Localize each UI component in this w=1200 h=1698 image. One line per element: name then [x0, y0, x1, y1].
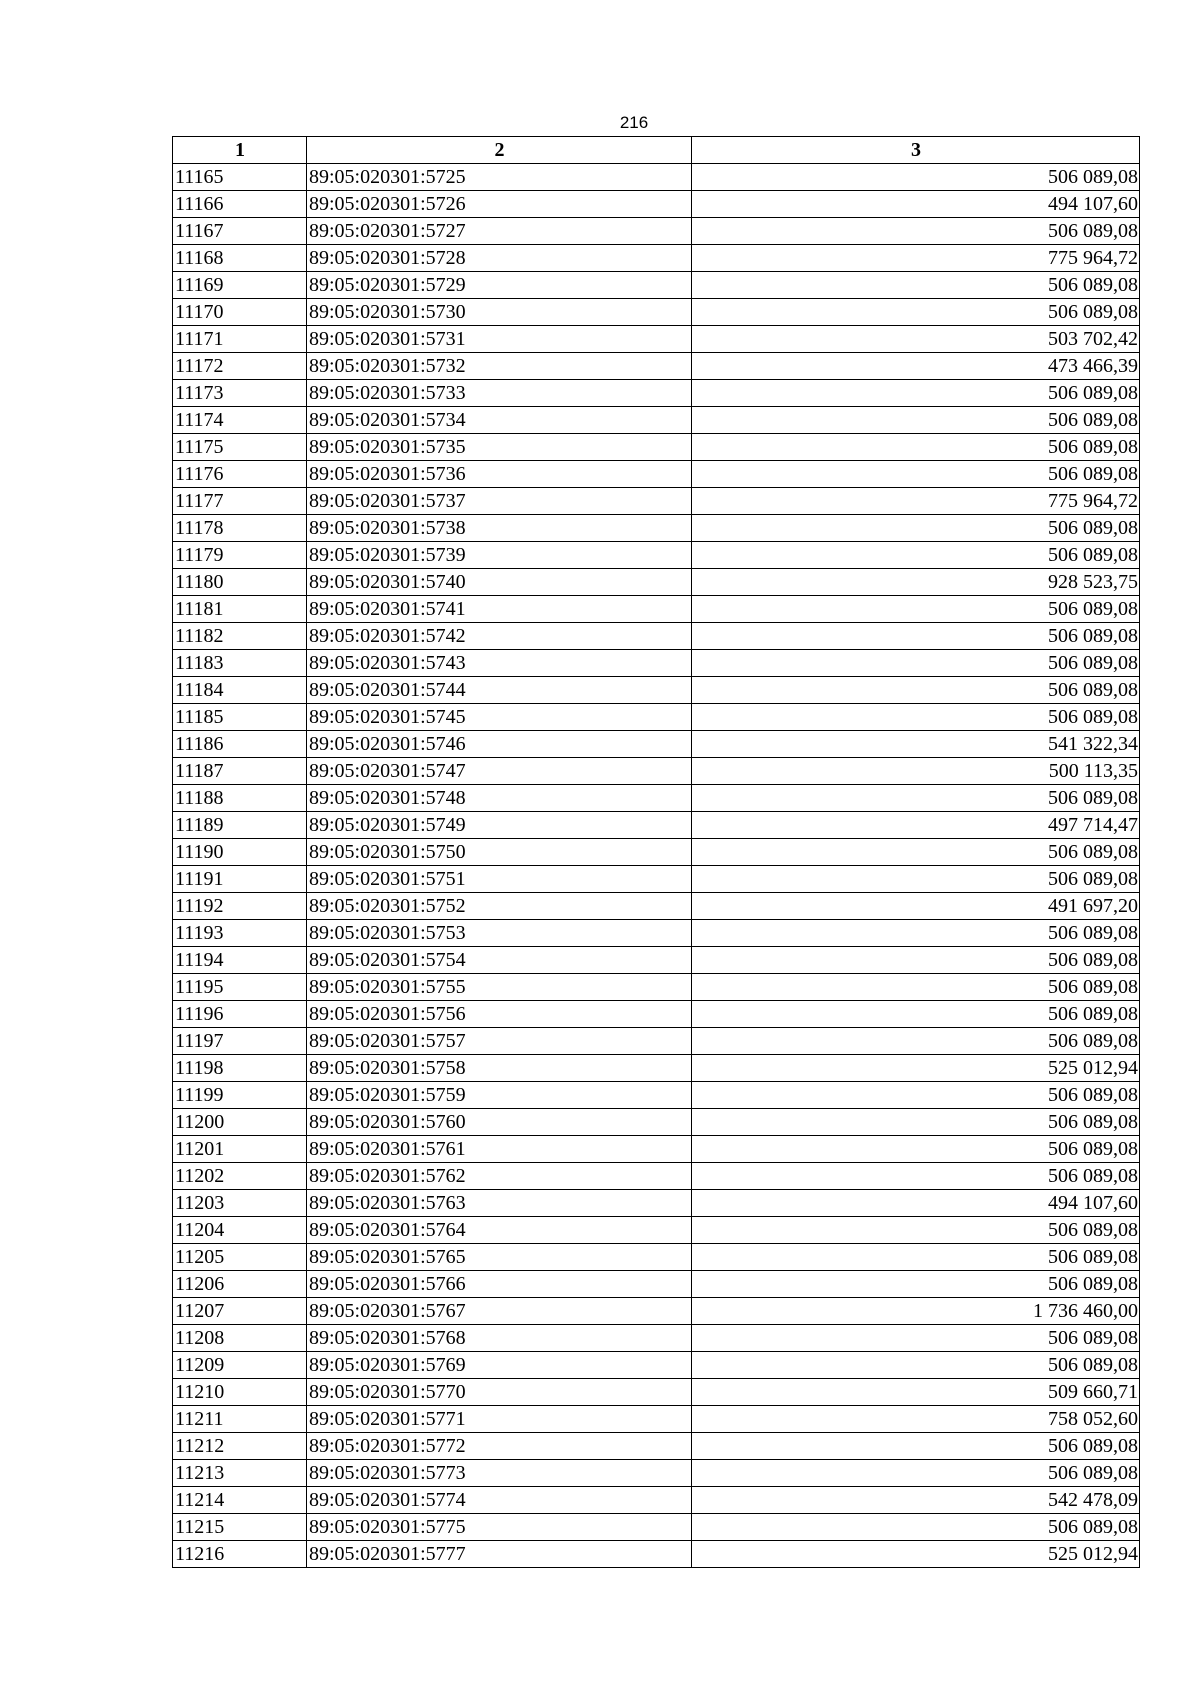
value-cell: 506 089,08 [692, 1109, 1140, 1136]
value-cell: 928 523,75 [692, 569, 1140, 596]
cadastral-number-cell: 89:05:020301:5753 [307, 920, 692, 947]
table-row [173, 893, 1140, 920]
row-number-cell: 11194 [173, 947, 307, 974]
row-number-cell: 11175 [173, 434, 307, 461]
cadastral-number-cell: 89:05:020301:5771 [307, 1406, 692, 1433]
cadastral-number-cell: 89:05:020301:5767 [307, 1298, 692, 1325]
table-row [173, 1541, 1140, 1568]
row-number-cell: 11209 [173, 1352, 307, 1379]
table-row [173, 461, 1140, 488]
cadastral-number-cell: 89:05:020301:5726 [307, 191, 692, 218]
value-cell: 506 089,08 [692, 785, 1140, 812]
cadastral-number-cell: 89:05:020301:5775 [307, 1514, 692, 1541]
table-row [173, 1001, 1140, 1028]
cadastral-number-cell: 89:05:020301:5747 [307, 758, 692, 785]
row-number-cell: 11203 [173, 1190, 307, 1217]
row-number-cell: 11188 [173, 785, 307, 812]
value-cell: 506 089,08 [692, 461, 1140, 488]
table-row [173, 218, 1140, 245]
cadastral-number-cell: 89:05:020301:5754 [307, 947, 692, 974]
value-cell: 775 964,72 [692, 488, 1140, 515]
row-number-cell: 11166 [173, 191, 307, 218]
cadastral-number-cell: 89:05:020301:5768 [307, 1325, 692, 1352]
value-cell: 506 089,08 [692, 1325, 1140, 1352]
table-row [173, 596, 1140, 623]
table-row [173, 488, 1140, 515]
table-row [173, 1406, 1140, 1433]
row-number-cell: 11196 [173, 1001, 307, 1028]
row-number-cell: 11183 [173, 650, 307, 677]
table-row [173, 1217, 1140, 1244]
table-row [173, 812, 1140, 839]
row-number-cell: 11182 [173, 623, 307, 650]
cadastral-number-cell: 89:05:020301:5746 [307, 731, 692, 758]
row-number-cell: 11173 [173, 380, 307, 407]
table-row [173, 920, 1140, 947]
value-cell: 506 089,08 [692, 407, 1140, 434]
value-cell: 506 089,08 [692, 542, 1140, 569]
value-cell: 506 089,08 [692, 866, 1140, 893]
table-row [173, 1190, 1140, 1217]
cadastral-number-cell: 89:05:020301:5734 [307, 407, 692, 434]
table-row [173, 677, 1140, 704]
value-cell: 506 089,08 [692, 1136, 1140, 1163]
row-number-cell: 11185 [173, 704, 307, 731]
row-number-cell: 11189 [173, 812, 307, 839]
cadastral-number-cell: 89:05:020301:5751 [307, 866, 692, 893]
value-cell: 503 702,42 [692, 326, 1140, 353]
value-cell: 506 089,08 [692, 299, 1140, 326]
cadastral-number-cell: 89:05:020301:5736 [307, 461, 692, 488]
table-row [173, 623, 1140, 650]
row-number-cell: 11204 [173, 1217, 307, 1244]
value-cell: 506 089,08 [692, 650, 1140, 677]
table-body [173, 164, 1140, 1568]
table-row [173, 839, 1140, 866]
cadastral-number-cell: 89:05:020301:5769 [307, 1352, 692, 1379]
row-number-cell: 11165 [173, 164, 307, 191]
row-number-cell: 11197 [173, 1028, 307, 1055]
row-number-cell: 11187 [173, 758, 307, 785]
value-cell: 497 714,47 [692, 812, 1140, 839]
row-number-cell: 11179 [173, 542, 307, 569]
value-cell: 506 089,08 [692, 272, 1140, 299]
cadastral-number-cell: 89:05:020301:5752 [307, 893, 692, 920]
value-cell: 506 089,08 [692, 1433, 1140, 1460]
table-row [173, 299, 1140, 326]
cadastral-number-cell: 89:05:020301:5735 [307, 434, 692, 461]
value-cell: 491 697,20 [692, 893, 1140, 920]
value-cell: 473 466,39 [692, 353, 1140, 380]
value-cell: 542 478,09 [692, 1487, 1140, 1514]
column-header-2: 2 [307, 137, 692, 164]
data-table [172, 136, 1140, 1568]
table-row [173, 569, 1140, 596]
cadastral-number-cell: 89:05:020301:5739 [307, 542, 692, 569]
table-row [173, 650, 1140, 677]
row-number-cell: 11167 [173, 218, 307, 245]
table-row [173, 785, 1140, 812]
cadastral-number-cell: 89:05:020301:5760 [307, 1109, 692, 1136]
cadastral-number-cell: 89:05:020301:5741 [307, 596, 692, 623]
table-row [173, 1460, 1140, 1487]
cadastral-number-cell: 89:05:020301:5745 [307, 704, 692, 731]
cadastral-number-cell: 89:05:020301:5759 [307, 1082, 692, 1109]
row-number-cell: 11207 [173, 1298, 307, 1325]
row-number-cell: 11168 [173, 245, 307, 272]
value-cell: 506 089,08 [692, 1352, 1140, 1379]
table-row [173, 515, 1140, 542]
table-row [173, 164, 1140, 191]
table-row [173, 542, 1140, 569]
table-row [173, 1028, 1140, 1055]
row-number-cell: 11199 [173, 1082, 307, 1109]
row-number-cell: 11178 [173, 515, 307, 542]
row-number-cell: 11198 [173, 1055, 307, 1082]
value-cell: 506 089,08 [692, 974, 1140, 1001]
cadastral-number-cell: 89:05:020301:5773 [307, 1460, 692, 1487]
data-table-container [172, 136, 1139, 1568]
cadastral-number-cell: 89:05:020301:5758 [307, 1055, 692, 1082]
table-header [173, 137, 1140, 164]
cadastral-number-cell: 89:05:020301:5756 [307, 1001, 692, 1028]
table-row [173, 974, 1140, 1001]
cadastral-number-cell: 89:05:020301:5774 [307, 1487, 692, 1514]
table-row [173, 191, 1140, 218]
value-cell: 758 052,60 [692, 1406, 1140, 1433]
cadastral-number-cell: 89:05:020301:5744 [307, 677, 692, 704]
cadastral-number-cell: 89:05:020301:5748 [307, 785, 692, 812]
row-number-cell: 11181 [173, 596, 307, 623]
row-number-cell: 11215 [173, 1514, 307, 1541]
cadastral-number-cell: 89:05:020301:5743 [307, 650, 692, 677]
value-cell: 506 089,08 [692, 515, 1140, 542]
value-cell: 506 089,08 [692, 947, 1140, 974]
value-cell: 506 089,08 [692, 623, 1140, 650]
cadastral-number-cell: 89:05:020301:5728 [307, 245, 692, 272]
value-cell: 500 113,35 [692, 758, 1140, 785]
value-cell: 506 089,08 [692, 839, 1140, 866]
row-number-cell: 11190 [173, 839, 307, 866]
row-number-cell: 11216 [173, 1541, 307, 1568]
table-row [173, 1082, 1140, 1109]
cadastral-number-cell: 89:05:020301:5750 [307, 839, 692, 866]
row-number-cell: 11210 [173, 1379, 307, 1406]
table-row [173, 1298, 1140, 1325]
cadastral-number-cell: 89:05:020301:5727 [307, 218, 692, 245]
cadastral-number-cell: 89:05:020301:5770 [307, 1379, 692, 1406]
table-row [173, 245, 1140, 272]
value-cell: 494 107,60 [692, 191, 1140, 218]
table-row [173, 758, 1140, 785]
row-number-cell: 11214 [173, 1487, 307, 1514]
table-row [173, 326, 1140, 353]
cadastral-number-cell: 89:05:020301:5725 [307, 164, 692, 191]
table-row [173, 1325, 1140, 1352]
table-row [173, 1352, 1140, 1379]
value-cell: 506 089,08 [692, 1244, 1140, 1271]
cadastral-number-cell: 89:05:020301:5737 [307, 488, 692, 515]
row-number-cell: 11177 [173, 488, 307, 515]
cadastral-number-cell: 89:05:020301:5755 [307, 974, 692, 1001]
row-number-cell: 11184 [173, 677, 307, 704]
row-number-cell: 11193 [173, 920, 307, 947]
row-number-cell: 11205 [173, 1244, 307, 1271]
column-header-1: 1 [173, 137, 307, 164]
row-number-cell: 11186 [173, 731, 307, 758]
table-row [173, 1514, 1140, 1541]
value-cell: 509 660,71 [692, 1379, 1140, 1406]
row-number-cell: 11171 [173, 326, 307, 353]
table-row [173, 353, 1140, 380]
cadastral-number-cell: 89:05:020301:5764 [307, 1217, 692, 1244]
row-number-cell: 11169 [173, 272, 307, 299]
value-cell: 494 107,60 [692, 1190, 1140, 1217]
row-number-cell: 11191 [173, 866, 307, 893]
row-number-cell: 11202 [173, 1163, 307, 1190]
table-row [173, 407, 1140, 434]
row-number-cell: 11213 [173, 1460, 307, 1487]
value-cell: 506 089,08 [692, 704, 1140, 731]
cadastral-number-cell: 89:05:020301:5738 [307, 515, 692, 542]
table-row [173, 1379, 1140, 1406]
cadastral-number-cell: 89:05:020301:5766 [307, 1271, 692, 1298]
table-row [173, 1163, 1140, 1190]
value-cell: 506 089,08 [692, 1514, 1140, 1541]
value-cell: 506 089,08 [692, 218, 1140, 245]
cadastral-number-cell: 89:05:020301:5761 [307, 1136, 692, 1163]
row-number-cell: 11170 [173, 299, 307, 326]
value-cell: 506 089,08 [692, 164, 1140, 191]
value-cell: 506 089,08 [692, 1163, 1140, 1190]
row-number-cell: 11174 [173, 407, 307, 434]
table-row [173, 1433, 1140, 1460]
row-number-cell: 11180 [173, 569, 307, 596]
value-cell: 506 089,08 [692, 434, 1140, 461]
table-row [173, 1244, 1140, 1271]
cadastral-number-cell: 89:05:020301:5733 [307, 380, 692, 407]
row-number-cell: 11201 [173, 1136, 307, 1163]
value-cell: 525 012,94 [692, 1055, 1140, 1082]
table-row [173, 1271, 1140, 1298]
column-header-3: 3 [692, 137, 1140, 164]
cadastral-number-cell: 89:05:020301:5777 [307, 1541, 692, 1568]
table-row [173, 1487, 1140, 1514]
row-number-cell: 11200 [173, 1109, 307, 1136]
cadastral-number-cell: 89:05:020301:5749 [307, 812, 692, 839]
value-cell: 775 964,72 [692, 245, 1140, 272]
cadastral-number-cell: 89:05:020301:5765 [307, 1244, 692, 1271]
row-number-cell: 11211 [173, 1406, 307, 1433]
value-cell: 506 089,08 [692, 380, 1140, 407]
cadastral-number-cell: 89:05:020301:5730 [307, 299, 692, 326]
header-row [173, 137, 1140, 164]
cadastral-number-cell: 89:05:020301:5772 [307, 1433, 692, 1460]
cadastral-number-cell: 89:05:020301:5731 [307, 326, 692, 353]
value-cell: 525 012,94 [692, 1541, 1140, 1568]
value-cell: 506 089,08 [692, 1001, 1140, 1028]
cadastral-number-cell: 89:05:020301:5757 [307, 1028, 692, 1055]
cadastral-number-cell: 89:05:020301:5742 [307, 623, 692, 650]
page-number: 216 [619, 113, 649, 132]
value-cell: 506 089,08 [692, 1271, 1140, 1298]
value-cell: 506 089,08 [692, 1460, 1140, 1487]
value-cell: 1 736 460,00 [692, 1298, 1140, 1325]
table-row [173, 272, 1140, 299]
row-number-cell: 11212 [173, 1433, 307, 1460]
table-row [173, 947, 1140, 974]
value-cell: 506 089,08 [692, 677, 1140, 704]
row-number-cell: 11195 [173, 974, 307, 1001]
table-row [173, 434, 1140, 461]
value-cell: 506 089,08 [692, 1028, 1140, 1055]
table-row [173, 731, 1140, 758]
table-row [173, 1055, 1140, 1082]
row-number-cell: 11172 [173, 353, 307, 380]
value-cell: 541 322,34 [692, 731, 1140, 758]
table-row [173, 1136, 1140, 1163]
table-row [173, 866, 1140, 893]
row-number-cell: 11206 [173, 1271, 307, 1298]
cadastral-number-cell: 89:05:020301:5740 [307, 569, 692, 596]
cadastral-number-cell: 89:05:020301:5729 [307, 272, 692, 299]
row-number-cell: 11176 [173, 461, 307, 488]
table-row [173, 704, 1140, 731]
value-cell: 506 089,08 [692, 920, 1140, 947]
value-cell: 506 089,08 [692, 1082, 1140, 1109]
cadastral-number-cell: 89:05:020301:5762 [307, 1163, 692, 1190]
table-row [173, 380, 1140, 407]
row-number-cell: 11208 [173, 1325, 307, 1352]
value-cell: 506 089,08 [692, 596, 1140, 623]
cadastral-number-cell: 89:05:020301:5732 [307, 353, 692, 380]
cadastral-number-cell: 89:05:020301:5763 [307, 1190, 692, 1217]
value-cell: 506 089,08 [692, 1217, 1140, 1244]
table-row [173, 1109, 1140, 1136]
row-number-cell: 11192 [173, 893, 307, 920]
